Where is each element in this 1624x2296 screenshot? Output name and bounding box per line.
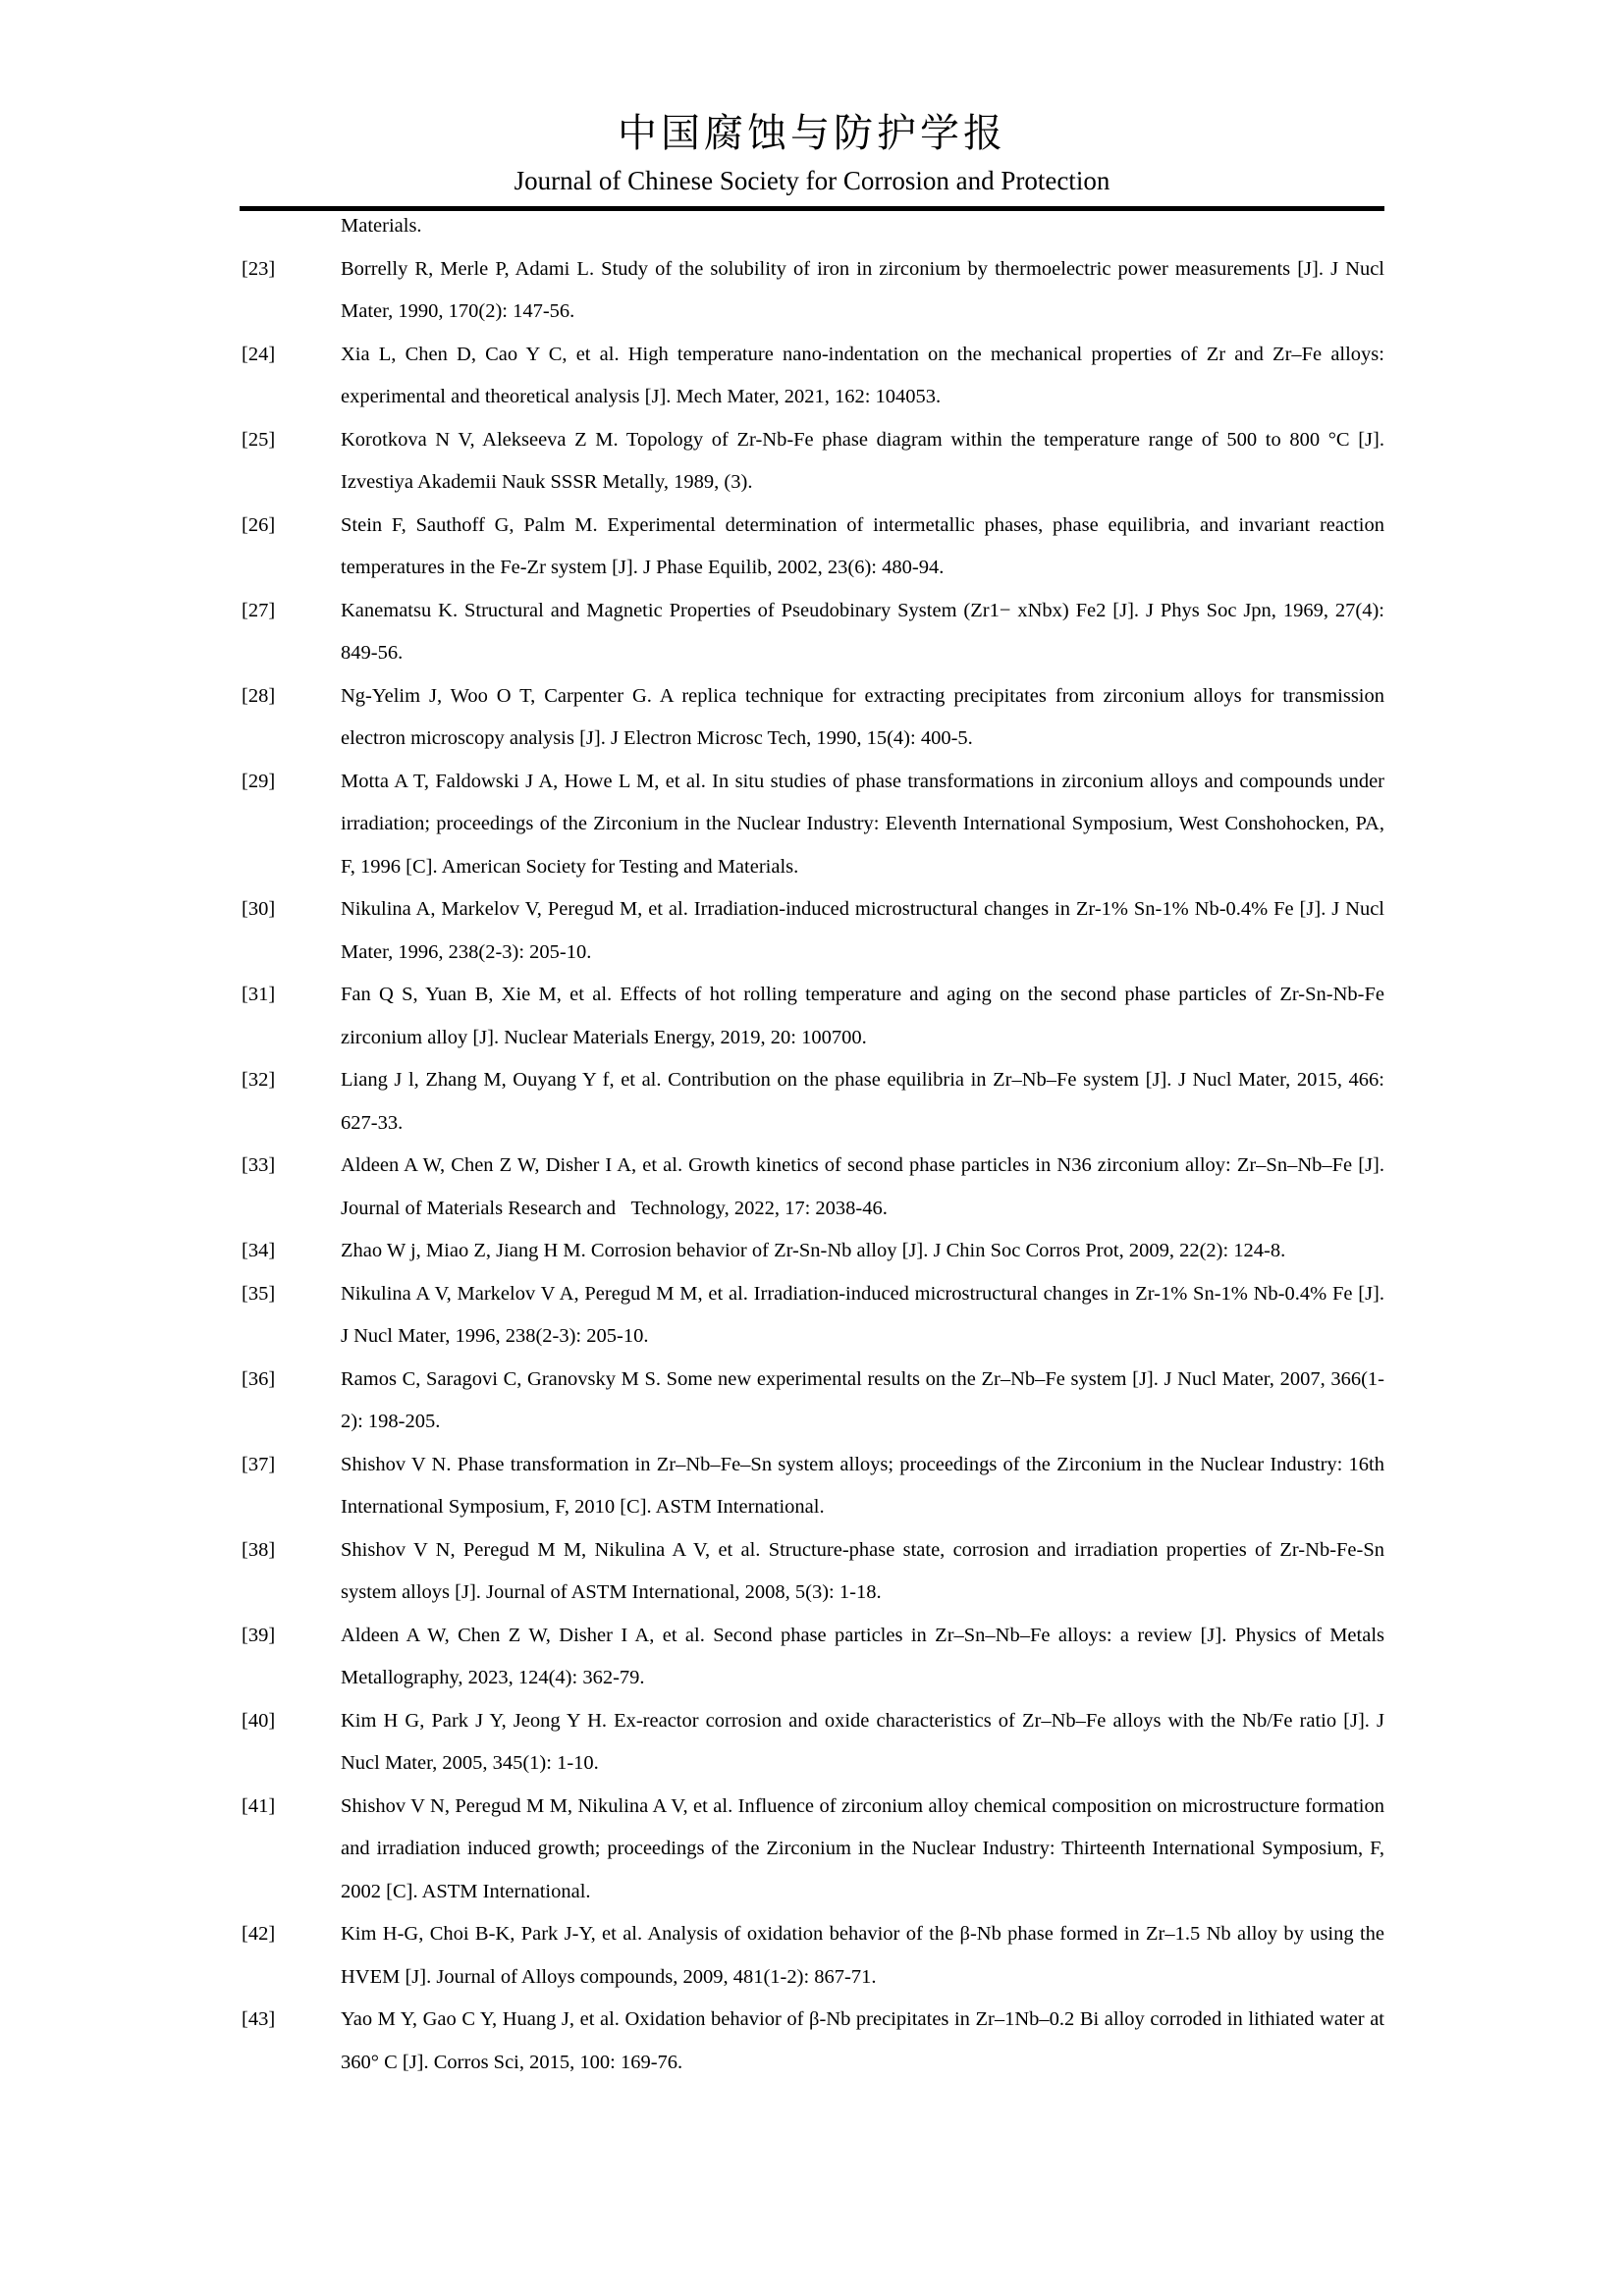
reference-number: [42] [242, 1923, 276, 1945]
reference-text: Kim H G, Park J Y, Jeong Y H. Ex-reactor corrosion and oxide characteristics of Zr–Nb–Fe alloys with the Nb/Fe ratio [J]. J Nucl Mater, 2005, 345(1): 1-10. [341, 1709, 1384, 1774]
reference-item [240, 1230, 1384, 1273]
reference-item [240, 248, 1384, 334]
reference-number: [38] [242, 1538, 276, 1561]
reference-number: [36] [242, 1367, 276, 1390]
reference-number: [33] [242, 1154, 276, 1176]
reference-text: Kanematsu K. Structural and Magnetic Properties of Pseudobinary System (Zr1− xNbx) Fe2 [J]. J Phys Soc Jpn, 1969, 27(4): 849-56. [341, 599, 1384, 664]
reference-item [240, 1059, 1384, 1145]
reference-text: Ramos C, Saragovi C, Granovsky M S. Some new experimental results on the Zr–Nb–Fe system [J]. J Nucl Mater, 2007, 366(1-2): 198-205. [341, 1367, 1384, 1432]
reference-item [240, 419, 1384, 505]
reference-number: [29] [242, 770, 276, 792]
reference-item [240, 1145, 1384, 1230]
reference-text: Zhao W j, Miao Z, Jiang H M. Corrosion behavior of Zr-Sn-Nb alloy [J]. J Chin Soc Corros Prot, 2009, 22(2): 124-8. [341, 1240, 1286, 1261]
reference-number: [25] [242, 428, 276, 451]
reference-text: Kim H-G, Choi B-K, Park J-Y, et al. Analysis of oxidation behavior of the β-Nb phase formed in Zr–1.5 Nb alloy by using the HVEM [J]. Journal of Alloys compounds, 2009, 481(1-2): 867-71. [341, 1923, 1384, 1988]
reference-number: [35] [242, 1282, 276, 1305]
reference-item [240, 334, 1384, 419]
reference-number: [31] [242, 984, 276, 1005]
reference-text: Xia L, Chen D, Cao Y C, et al. High temperature nano-indentation on the mechanical properties of Zr and Zr–Fe alloys: experimental and theoretical analysis [J]. Mech Mater, 2021, 162: 104053. [341, 343, 1384, 407]
reference-number: [37] [242, 1453, 276, 1475]
reference-text: Korotkova N V, Alekseeva Z M. Topology of Zr-Nb-Fe phase diagram within the temperature range of 500 to 800 °C [J]. Izvestiya Akademii Nauk SSSR Metally, 1989, (3). [341, 428, 1384, 493]
reference-item [240, 888, 1384, 974]
reference-item [240, 1529, 1384, 1615]
reference-number: [28] [242, 684, 276, 707]
reference-item [240, 1700, 1384, 1786]
reference-text: Ng-Yelim J, Woo O T, Carpenter G. A replica technique for extracting precipitates from zirconium alloys for transmission electron microscopy analysis [J]. J Electron Microsc Tech, 1990, 15(4): 400-5. [341, 684, 1384, 749]
reference-number: [23] [242, 257, 276, 280]
reference-item [240, 1273, 1384, 1359]
journal-header [0, 0, 1624, 211]
reference-number: [40] [242, 1709, 276, 1732]
reference-item [240, 1786, 1384, 1914]
reference-number: [27] [242, 599, 276, 621]
reference-item [240, 1913, 1384, 1999]
reference-text: Stein F, Sauthoff G, Palm M. Experimental determination of intermetallic phases, phase equilibria, and invariant reaction temperatures in the Fe-Zr system [J]. J Phase Equilib, 2002, 23(6): 480-94. [341, 513, 1384, 578]
reference-text: Yao M Y, Gao C Y, Huang J, et al. Oxidation behavior of β-Nb precipitates in Zr–1Nb–0.2 Bi alloy corroded in lithiated water at 360° C [J]. Corros Sci, 2015, 100: 169-76. [341, 2008, 1384, 2073]
reference-number: [39] [242, 1624, 276, 1646]
reference-item [240, 675, 1384, 761]
reference-item [240, 1999, 1384, 2084]
reference-text: Shishov V N. Phase transformation in Zr–Nb–Fe–Sn system alloys; proceedings of the Zirconium in the Nuclear Industry: 16th International Symposium, F, 2010 [C]. ASTM International. [341, 1453, 1384, 1518]
reference-list [240, 205, 1384, 2084]
reference-number: [26] [242, 513, 276, 536]
reference-continuation [240, 205, 1384, 248]
reference-text: Shishov V N, Peregud M M, Nikulina A V, et al. Influence of zirconium alloy chemical composition on microstructure formation and irradiation induced growth; proceedings of the Zirconium in the Nuclear Industry: Thirteenth International Symposium, F, 2002 [C]. ASTM International. [341, 1794, 1384, 1902]
reference-item [240, 974, 1384, 1059]
reference-item [240, 590, 1384, 675]
reference-text: Borrelly R, Merle P, Adami L. Study of the solubility of iron in zirconium by thermoelectric power measurements [J]. J Nucl Mater, 1990, 170(2): 147-56. [341, 257, 1384, 322]
journal-title-english: Journal of Chinese Society for Corrosion and Protection [514, 166, 1110, 195]
reference-item [240, 1444, 1384, 1529]
reference-text: Fan Q S, Yuan B, Xie M, et al. Effects of hot rolling temperature and aging on the second phase particles of Zr-Sn-Nb-Fe zirconium alloy [J]. Nuclear Materials Energy, 2019, 20: 100700. [341, 984, 1384, 1048]
reference-continuation-text: Materials. [341, 215, 422, 237]
reference-item [240, 1359, 1384, 1444]
reference-text: Shishov V N, Peregud M M, Nikulina A V, et al. Structure-phase state, corrosion and irradiation properties of Zr-Nb-Fe-Sn system alloys [J]. Journal of ASTM International, 2008, 5(3): 1-18. [341, 1538, 1384, 1603]
reference-number: [34] [242, 1240, 276, 1261]
reference-number: [30] [242, 898, 276, 920]
reference-text: Nikulina A V, Markelov V A, Peregud M M, et al. Irradiation-induced microstructural changes in Zr-1% Sn-1% Nb-0.4% Fe [J]. J Nucl Mater, 1996, 238(2-3): 205-10. [341, 1282, 1384, 1347]
reference-text: Liang J l, Zhang M, Ouyang Y f, et al. Contribution on the phase equilibria in Zr–Nb–Fe system [J]. J Nucl Mater, 2015, 466: 627-33. [341, 1069, 1384, 1134]
reference-item [240, 505, 1384, 590]
reference-text: Aldeen A W, Chen Z W, Disher I A, et al. Growth kinetics of second phase particles in N36 zirconium alloy: Zr–Sn–Nb–Fe [J]. Journal of Materials Research and Technology, 2022, 17: 2038-46. [341, 1154, 1384, 1219]
reference-text: Aldeen A W, Chen Z W, Disher I A, et al. Second phase particles in Zr–Sn–Nb–Fe alloys: a review [J]. Physics of Metals Metallography, 2023, 124(4): 362-79. [341, 1624, 1384, 1688]
reference-text: Motta A T, Faldowski J A, Howe L M, et al. In situ studies of phase transformations in zirconium alloys and compounds under irradiation; proceedings of the Zirconium in the Nuclear Industry: Eleventh International Symposium, West Conshohocken, PA, F, 1996 [C]. American Society for Testing and Materials. [341, 770, 1384, 878]
reference-number: [24] [242, 343, 276, 365]
reference-item [240, 761, 1384, 889]
reference-text: Nikulina A, Markelov V, Peregud M, et al. Irradiation-induced microstructural changes in Zr-1% Sn-1% Nb-0.4% Fe [J]. J Nucl Mater, 1996, 238(2-3): 205-10. [341, 898, 1384, 963]
reference-number: [43] [242, 2008, 276, 2030]
reference-item [240, 1615, 1384, 1700]
journal-title-chinese: 中国腐蚀与防护学报 [618, 111, 1006, 155]
reference-number: [41] [242, 1794, 276, 1817]
reference-number: [32] [242, 1069, 276, 1091]
